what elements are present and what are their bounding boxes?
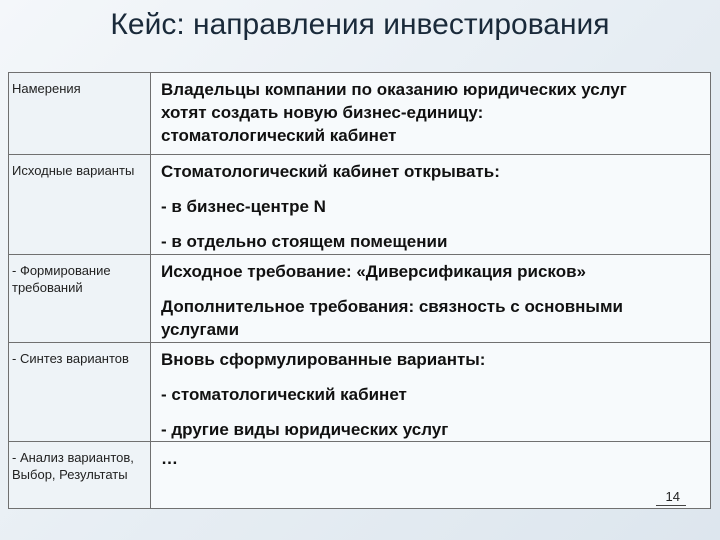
row-content xyxy=(151,73,711,155)
content-line: стоматологический кабинет xyxy=(161,125,397,145)
content-line: - в отдельно стоящем помещении xyxy=(161,231,448,251)
content-line: … xyxy=(161,449,178,469)
row-label: - Синтез вариантов xyxy=(9,342,151,442)
page-number: 14 xyxy=(665,489,680,505)
content-line: хотят создать новую бизнес-единицу: xyxy=(161,102,484,122)
table-row xyxy=(9,155,711,255)
slide-title: Кейс: направления инвестирования xyxy=(110,8,610,41)
content-line: Стоматологический кабинет открывать: xyxy=(161,162,500,181)
table-row xyxy=(9,442,711,509)
row-label: Намерения xyxy=(9,73,151,155)
row-label: Исходные варианты xyxy=(9,155,151,255)
row-content xyxy=(151,342,711,442)
content-line: - другие виды юридических услуг xyxy=(161,419,449,439)
table-row xyxy=(9,342,711,442)
content-line: Дополнительное требования: связность с основными xyxy=(161,296,623,316)
page-number-underline xyxy=(656,505,686,506)
content-line: услугами xyxy=(161,319,240,339)
row-label: - Анализ вариантов, Выбор, Результаты xyxy=(9,442,151,509)
case-table xyxy=(8,72,711,509)
row-label: - Формирование требований xyxy=(9,254,151,342)
content-line: - в бизнес-центре N xyxy=(161,196,326,216)
table-row xyxy=(9,73,711,155)
row-content xyxy=(151,442,711,509)
content-line: Вновь сформулированные варианты: xyxy=(161,349,486,369)
content-line: - стоматологический кабинет xyxy=(161,384,407,404)
content-line: Исходное требование: «Диверсификация рисков» xyxy=(161,261,587,281)
row-content xyxy=(151,155,711,255)
row-content xyxy=(151,254,711,342)
content-line: Владельцы компании по оказанию юридических услуг xyxy=(161,80,627,99)
table-row xyxy=(9,254,711,342)
